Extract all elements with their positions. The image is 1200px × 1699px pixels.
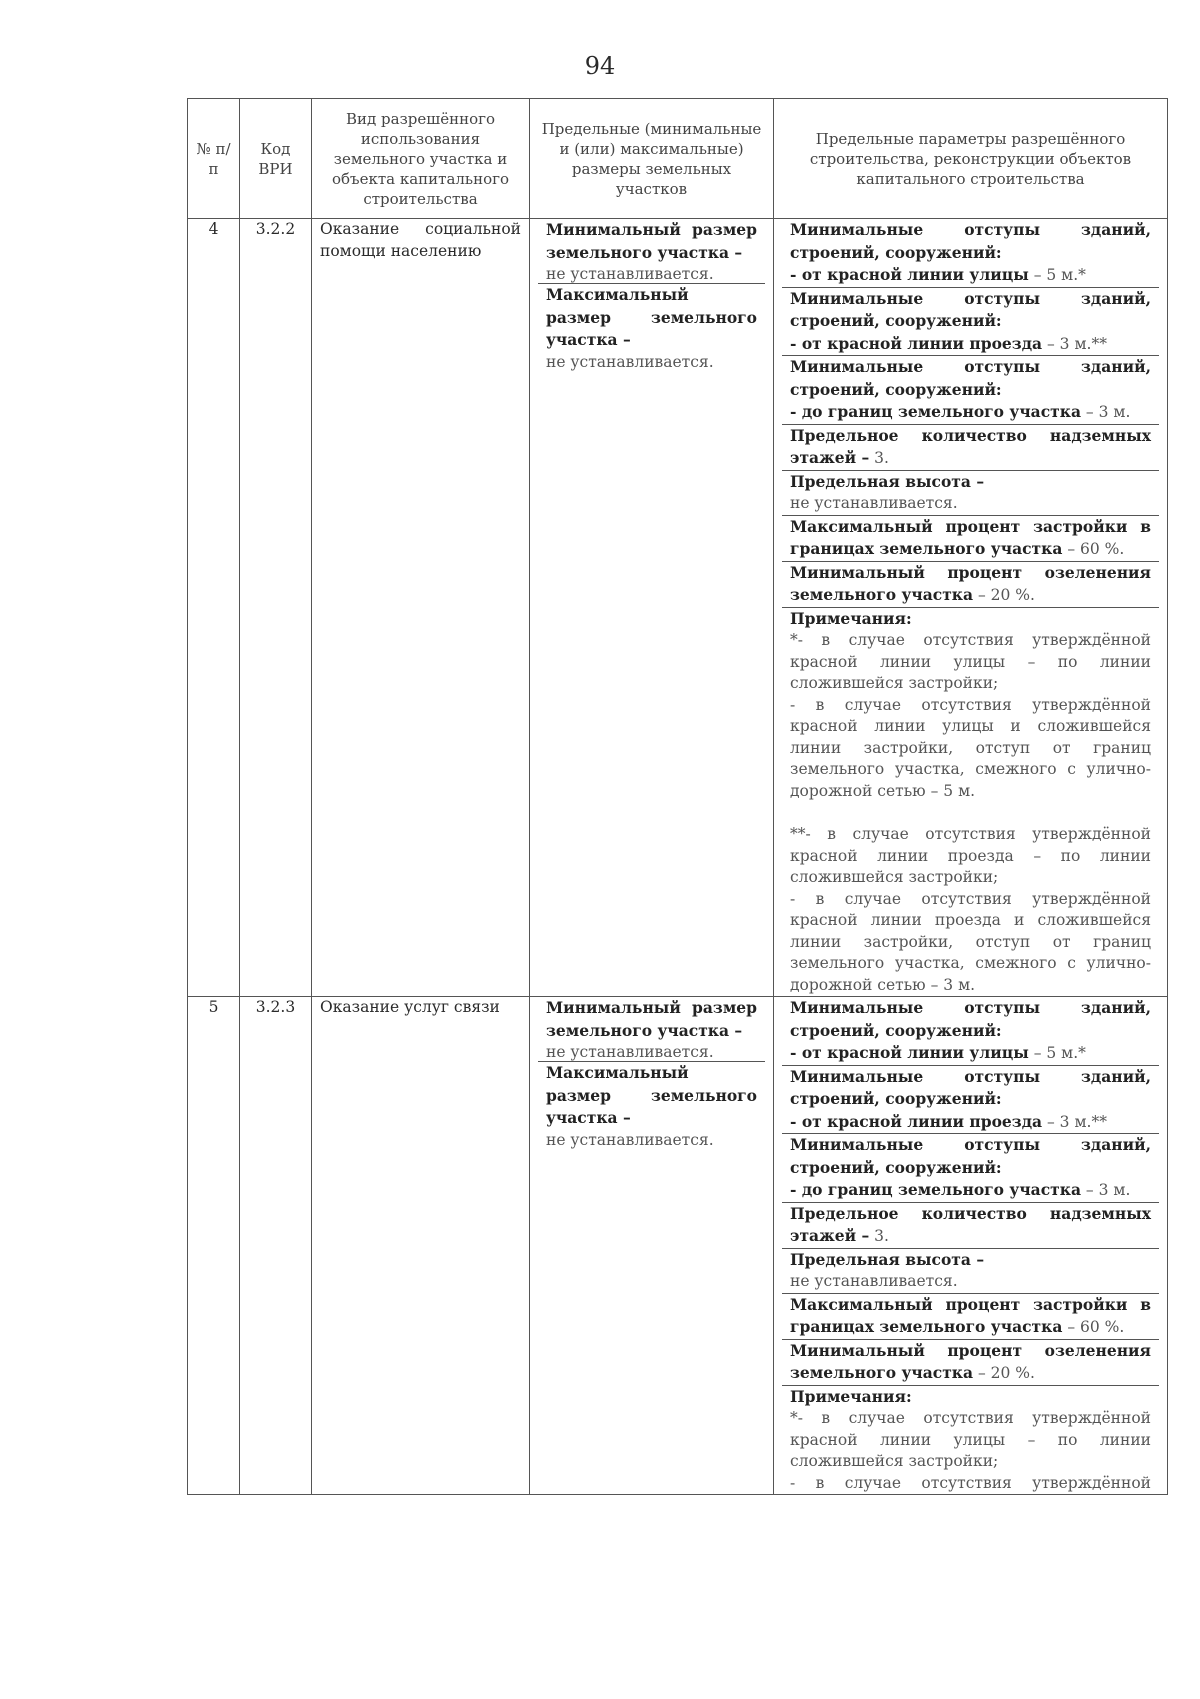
param-green-label: Минимальный процент озеленения земельного участка (790, 562, 1151, 604)
param-height (782, 470, 1159, 515)
row-num: 5 (188, 997, 240, 1495)
param-build-value: – 60 %. (1062, 1318, 1125, 1336)
param-setback-border (782, 355, 1159, 424)
size-min-value: не устанавливается. (546, 1043, 714, 1061)
size-max-block (538, 283, 765, 373)
param-height (782, 1248, 1159, 1293)
param-setback-label: Минимальные отступы зданий, строений, сооружений: (790, 1135, 1151, 1177)
param-floors (782, 1202, 1159, 1248)
param-setback-value: – 3 м.** (1042, 1112, 1107, 1131)
row-code: 3.2.3 (240, 997, 312, 1495)
param-setback-street (782, 219, 1159, 287)
size-min-block (538, 997, 765, 1061)
header-use: Вид разрешённого использования земельного участка и объекта капитального строительства (312, 99, 530, 219)
header-size: Предельные (минимальные и (или) максимальные) размеры земельных участков (530, 99, 774, 219)
note-text: - в случае отсутствия утверждённой (790, 1473, 1151, 1492)
row-use: Оказание социальной помощи населению (312, 219, 530, 997)
table-row (188, 997, 1168, 1495)
param-green-percent (782, 1339, 1159, 1385)
param-height-label: Предельная высота – (790, 471, 985, 491)
param-floors (782, 424, 1159, 470)
row-params (774, 219, 1168, 997)
param-build-value: – 60 %. (1062, 540, 1125, 558)
param-height-value: не устанавливается. (790, 1272, 958, 1290)
size-max-label: Максимальный размер земельного участка – (546, 285, 757, 349)
notes-title: Примечания: (790, 1386, 912, 1406)
note-text: **- в случае отсутствия утверждённой красной линии проезда – по линии сложившейся застройки; (790, 825, 1151, 886)
param-height-value: не устанавливается. (790, 494, 958, 512)
param-notes (782, 607, 1159, 997)
size-min-label: Минимальный размер земельного участка – (546, 998, 757, 1040)
param-setback-value: – 5 м.* (1028, 266, 1086, 284)
size-max-label: Максимальный размер земельного участка – (546, 1063, 757, 1127)
param-setback-label: Минимальные отступы зданий, строений, сооружений: (790, 357, 1151, 399)
note-text: - в случае отсутствия утверждённой красной линии проезда и сложившейся линии застройки, отступ от границ земельного участка, смежного с улично-дорожной сетью – 3 м. (790, 889, 1151, 994)
row-code: 3.2.2 (240, 219, 312, 997)
size-max-block (538, 1061, 765, 1151)
note-text: - в случае отсутствия утверждённой красной линии улицы и сложившейся линии застройки, отступ от границ земельного участка, смежного с улично-дорожной сетью – 5 м. (790, 695, 1151, 800)
size-min-block (538, 219, 765, 283)
param-setback-label: Минимальные отступы зданий, строений, сооружений: (790, 220, 1151, 262)
param-setback-passage (782, 287, 1159, 356)
param-setback-line: - от красной линии проезда (790, 1111, 1043, 1131)
row-params (774, 997, 1168, 1495)
param-setback-street (782, 997, 1159, 1065)
param-setback-label: Минимальные отступы зданий, строений, сооружений: (790, 1066, 1151, 1108)
param-setback-line: - от красной линии улицы (790, 265, 1029, 284)
param-setback-value: – 3 м. (1081, 1181, 1131, 1199)
param-notes (782, 1385, 1159, 1495)
param-build-percent (782, 515, 1159, 561)
param-floors-value: 3. (869, 1227, 889, 1245)
param-setback-value: – 5 м.* (1028, 1044, 1086, 1062)
param-setback-border (782, 1133, 1159, 1202)
param-green-label: Минимальный процент озеленения земельного участка (790, 1340, 1151, 1382)
note-text: *- в случае отсутствия утверждённой красной линии улицы – по линии сложившейся застройки; (790, 1409, 1151, 1470)
param-setback-line: - до границ земельного участка (790, 402, 1081, 421)
param-height-label: Предельная высота – (790, 1249, 985, 1269)
param-setback-line: - от красной линии улицы (790, 1043, 1029, 1062)
row-size (530, 997, 774, 1495)
param-floors-label: Предельное количество надземных этажей – (790, 1203, 1151, 1245)
param-green-value: – 20 %. (973, 586, 1035, 604)
param-build-percent (782, 1293, 1159, 1339)
size-max-value: не устанавливается. (546, 1130, 714, 1149)
param-setback-passage (782, 1065, 1159, 1134)
param-setback-value: – 3 м.** (1042, 334, 1107, 353)
param-setback-line: - от красной линии проезда (790, 333, 1043, 353)
param-setback-label: Минимальные отступы зданий, строений, сооружений: (790, 288, 1151, 330)
table-row (188, 219, 1168, 997)
param-green-percent (782, 561, 1159, 607)
param-green-value: – 20 %. (973, 1364, 1035, 1382)
header-params: Предельные параметры разрешённого строительства, реконструкции объектов капитального строительства (774, 99, 1168, 219)
header-code: Код ВРИ (240, 99, 312, 219)
param-build-label: Максимальный процент застройки в границах земельного участка (790, 516, 1151, 558)
param-floors-value: 3. (869, 449, 889, 467)
param-setback-value: – 3 м. (1081, 403, 1131, 421)
param-setback-line: - до границ земельного участка (790, 1180, 1081, 1199)
param-setback-label: Минимальные отступы зданий, строений, сооружений: (790, 998, 1151, 1040)
land-use-table (187, 98, 1168, 1495)
size-min-label: Минимальный размер земельного участка – (546, 220, 757, 262)
note-text: *- в случае отсутствия утверждённой красной линии улицы – по линии сложившейся застройки; (790, 631, 1151, 692)
row-use: Оказание услуг связи (312, 997, 530, 1495)
param-floors-label: Предельное количество надземных этажей – (790, 425, 1151, 467)
page-number: 94 (584, 52, 616, 80)
row-size (530, 219, 774, 997)
table-header-row (188, 99, 1168, 219)
param-build-label: Максимальный процент застройки в границах земельного участка (790, 1294, 1151, 1336)
row-num: 4 (188, 219, 240, 997)
size-max-value: не устанавливается. (546, 352, 714, 371)
notes-title: Примечания: (790, 608, 912, 628)
size-min-value: не устанавливается. (546, 265, 714, 283)
header-num: № п/п (188, 99, 240, 219)
